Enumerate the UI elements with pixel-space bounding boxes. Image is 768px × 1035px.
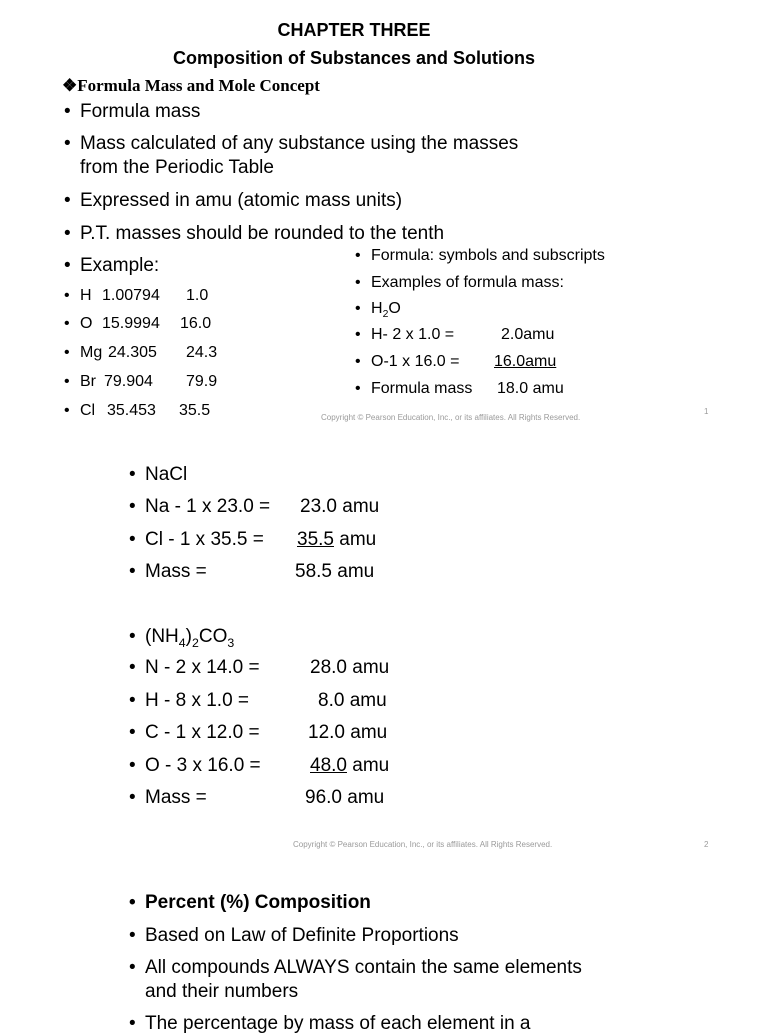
bullet-hydrogen-calc: • H- 2 x 1.0 = 2.0amu	[371, 326, 454, 344]
copyright-notice: Copyright © Pearson Education, Inc., or its affiliates. All Rights Reserved.	[293, 840, 553, 849]
bullet-compounds-elements: • All compounds ALWAYS contain the same elements	[145, 957, 582, 979]
bullet-definite-proportions: • Based on Law of Definite Proportions	[145, 925, 459, 947]
bullet-pt-rounded: • P.T. masses should be rounded to the tenth	[80, 223, 444, 245]
bullet-oxygen-calc: • O-1 x 16.0 = 16.0amu	[371, 353, 460, 371]
bullet-percent-composition: • Percent (%) Composition	[145, 892, 371, 914]
bullet-chlorine-calc: • Cl - 1 x 35.5 = 35.5 amu	[145, 529, 264, 551]
bullet-formula-mass-total: • Formula mass 18.0 amu	[371, 380, 472, 398]
bullet-sodium-calc: • Na - 1 x 23.0 = 23.0 amu	[145, 496, 270, 518]
page-number: 1	[704, 407, 709, 416]
bullet-mass-calculated: • Mass calculated of any substance using the masses	[80, 133, 518, 155]
bullet-hydrogen-calc: • H - 8 x 1.0 = 8.0 amu	[145, 690, 249, 712]
page-number: 2	[704, 840, 709, 849]
bullet-compounds-elements-cont: and their numbers	[145, 981, 299, 1002]
chapter-title: CHAPTER THREE	[277, 20, 431, 40]
chapter-subtitle: Composition of Substances and Solutions	[172, 48, 535, 68]
copyright-notice: Copyright © Pearson Education, Inc., or its affiliates. All Rights Reserved.	[321, 413, 581, 422]
bullet-expressed-amu: • Expressed in amu (atomic mass units)	[80, 190, 402, 212]
section-heading: ❖Formula Mass and Mole Concept	[62, 76, 320, 95]
bullet-examples-formula-mass: • Examples of formula mass:	[371, 274, 564, 292]
bullet-nacl-mass: • Mass = 58.5 amu	[145, 561, 207, 583]
bullet-carbon-calc: • C - 1 x 12.0 = 12.0 amu	[145, 722, 260, 744]
bullet-water-formula: • $H_2O$	[371, 300, 401, 320]
bullet-nacl: • NaCl	[145, 464, 187, 486]
bullet-ammonium-carbonate: • $(NH_4)_2CO_3$	[145, 626, 234, 650]
bullet-example: • Example:	[80, 255, 159, 277]
bullet-nitrogen-calc: • N - 2 x 14.0 = 28.0 amu	[145, 657, 260, 679]
bullet-mass-calculated-cont: from the Periodic Table	[80, 157, 274, 178]
bullet-formula-symbols: • Formula: symbols and subscripts	[371, 247, 605, 265]
bullet-percentage-by-mass: • The percentage by mass of each element in a	[145, 1013, 531, 1035]
bullet-formula-mass: • Formula mass	[80, 101, 200, 123]
bullet-oxygen-calc: • O - 3 x 16.0 = 48.0 amu	[145, 755, 261, 777]
bullet-compound-mass: • Mass = 96.0 amu	[145, 787, 207, 809]
